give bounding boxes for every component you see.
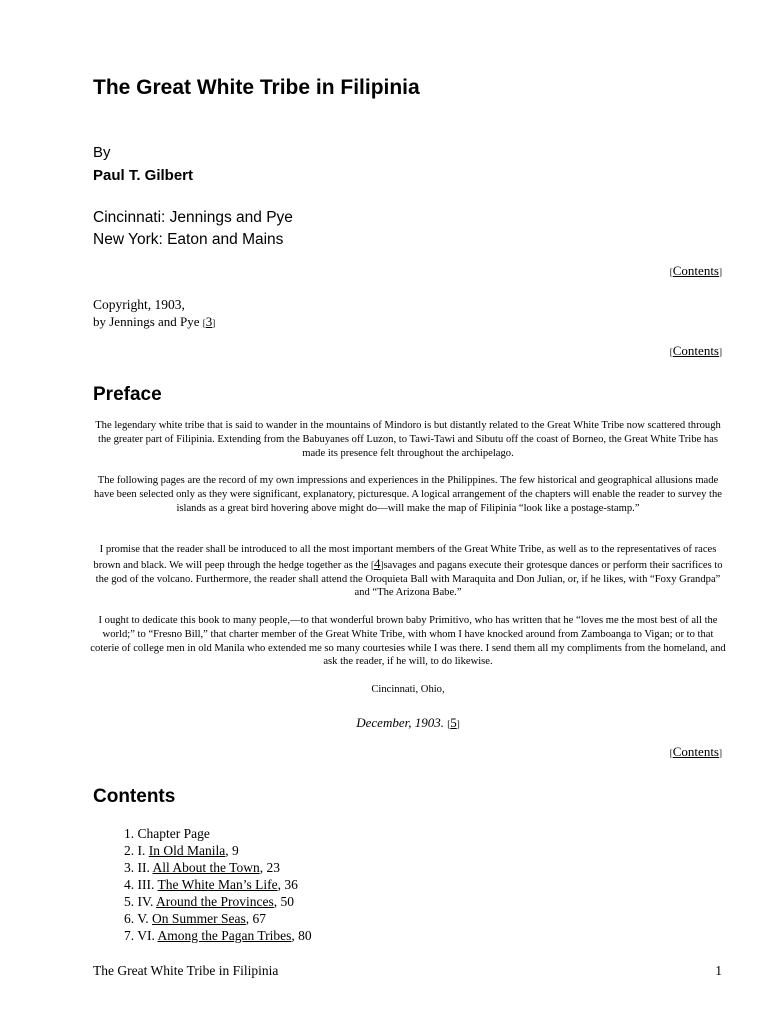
publisher-new-york: New York: Eaton and Mains (93, 231, 284, 248)
copyright-holder: by Jennings and Pye [3] (93, 314, 216, 329)
preface-place: Cincinnati, Ohio, (371, 684, 445, 695)
toc-link-in-old-manila[interactable]: In Old Manila (148, 843, 226, 858)
contents-backlink-3: [Contents] (669, 744, 722, 759)
contents-link[interactable]: Contents (672, 263, 719, 278)
preface-heading: Preface (93, 384, 162, 405)
author-name: Paul T. Gilbert (93, 167, 194, 184)
publisher-cincinnati: Cincinnati: Jennings and Pye (93, 209, 293, 226)
toc-item: 1. Chapter Page (124, 826, 210, 841)
contents-list (124, 825, 312, 944)
toc-item: 4. III. The White Man’s Life, 36 (124, 877, 298, 892)
toc-item: 7. VI. Among the Pagan Tribes, 80 (124, 928, 312, 943)
contents-link[interactable]: Contents (672, 744, 719, 759)
toc-link-among-the-pagan-tribes[interactable]: Among the Pagan Tribes (157, 928, 292, 943)
page-ref-3-link[interactable]: 3 (205, 314, 213, 329)
contents-link[interactable]: Contents (672, 343, 719, 358)
preface-paragraph-3: I promise that the reader shall be introduced to all the most important members of the Great White Tribe, as well as to the representatives of races brown and black. We will peep through the hedge together as the [4]savages and pagans execute their grotesque dances or perform their sacrifices to the god of the volcano. Furthermore, the reader shall attend the Oroquieta Ball with Maraquita and Don Julian, or, if he likes, with “Foxy Grandpa” and “The Arizona Babe.” (93, 544, 723, 599)
page-ref-5-link[interactable]: 5 (450, 715, 457, 730)
page-ref-4-link[interactable]: 4 (373, 555, 381, 571)
by-label: By (93, 144, 111, 161)
footer-page-number: 1 (715, 963, 722, 978)
toc-item: 2. I. In Old Manila, 9 (124, 843, 239, 858)
preface-paragraph-1: The legendary white tribe that is said to wander in the mountains of Mindoro is but distantly related to the Great White Tribe now scattered through the greater part of Filipinia. Extending from the Babuyanes off Luzon, to Tawi-Tawi and Sibutu off the coast of Borneo, the Great White Tribe has made its presence felt throughout the archipelago. (95, 420, 721, 459)
toc-item: 6. V. On Summer Seas, 67 (124, 911, 267, 926)
preface-paragraph-2: The following pages are the record of my own impressions and experiences in the Philippines. The few historical and geographical allusions made have been selected only as they were significant, explanatory, picturesque. A logical arrangement of the chapters will enable the reader to survey the islands as a great bird hovering above might do—will make the map of Filipinia “look like a postage-stamp.” (94, 475, 722, 514)
contents-backlink-1: [Contents] (669, 263, 722, 278)
footer-title: The Great White Tribe in Filipinia (93, 963, 279, 978)
contents-heading: Contents (93, 786, 176, 807)
toc-link-on-summer-seas[interactable]: On Summer Seas (152, 911, 246, 926)
toc-item: 5. IV. Around the Provinces, 50 (124, 894, 295, 909)
toc-link-the-white-mans-life[interactable]: The White Man’s Life (157, 877, 278, 892)
toc-link-all-about-the-town[interactable]: All About the Town (152, 860, 260, 875)
contents-backlink-2: [Contents] (669, 343, 722, 358)
toc-link-around-the-provinces[interactable]: Around the Provinces (156, 894, 274, 909)
copyright-year: Copyright, 1903, (93, 297, 185, 312)
toc-item: 3. II. All About the Town, 23 (124, 860, 280, 875)
preface-date: December, 1903. [5] (356, 715, 460, 730)
book-title: The Great White Tribe in Filipinia (93, 76, 420, 99)
preface-paragraph-4: I ought to dedicate this book to many people,—to that wonderful brown baby Primitivo, who has written that he “loves me the most best of all the world;” to “Fresno Bill,” that charter member of the Great White Tribe, with whom I have knocked around from Zamboanga to Vigan; or to that coterie of college men in old Manila who extended me so many courtesies while I was there. I send them all my compliments from the homeland, and ask the reader, if he will, to do likewise. (90, 615, 726, 668)
